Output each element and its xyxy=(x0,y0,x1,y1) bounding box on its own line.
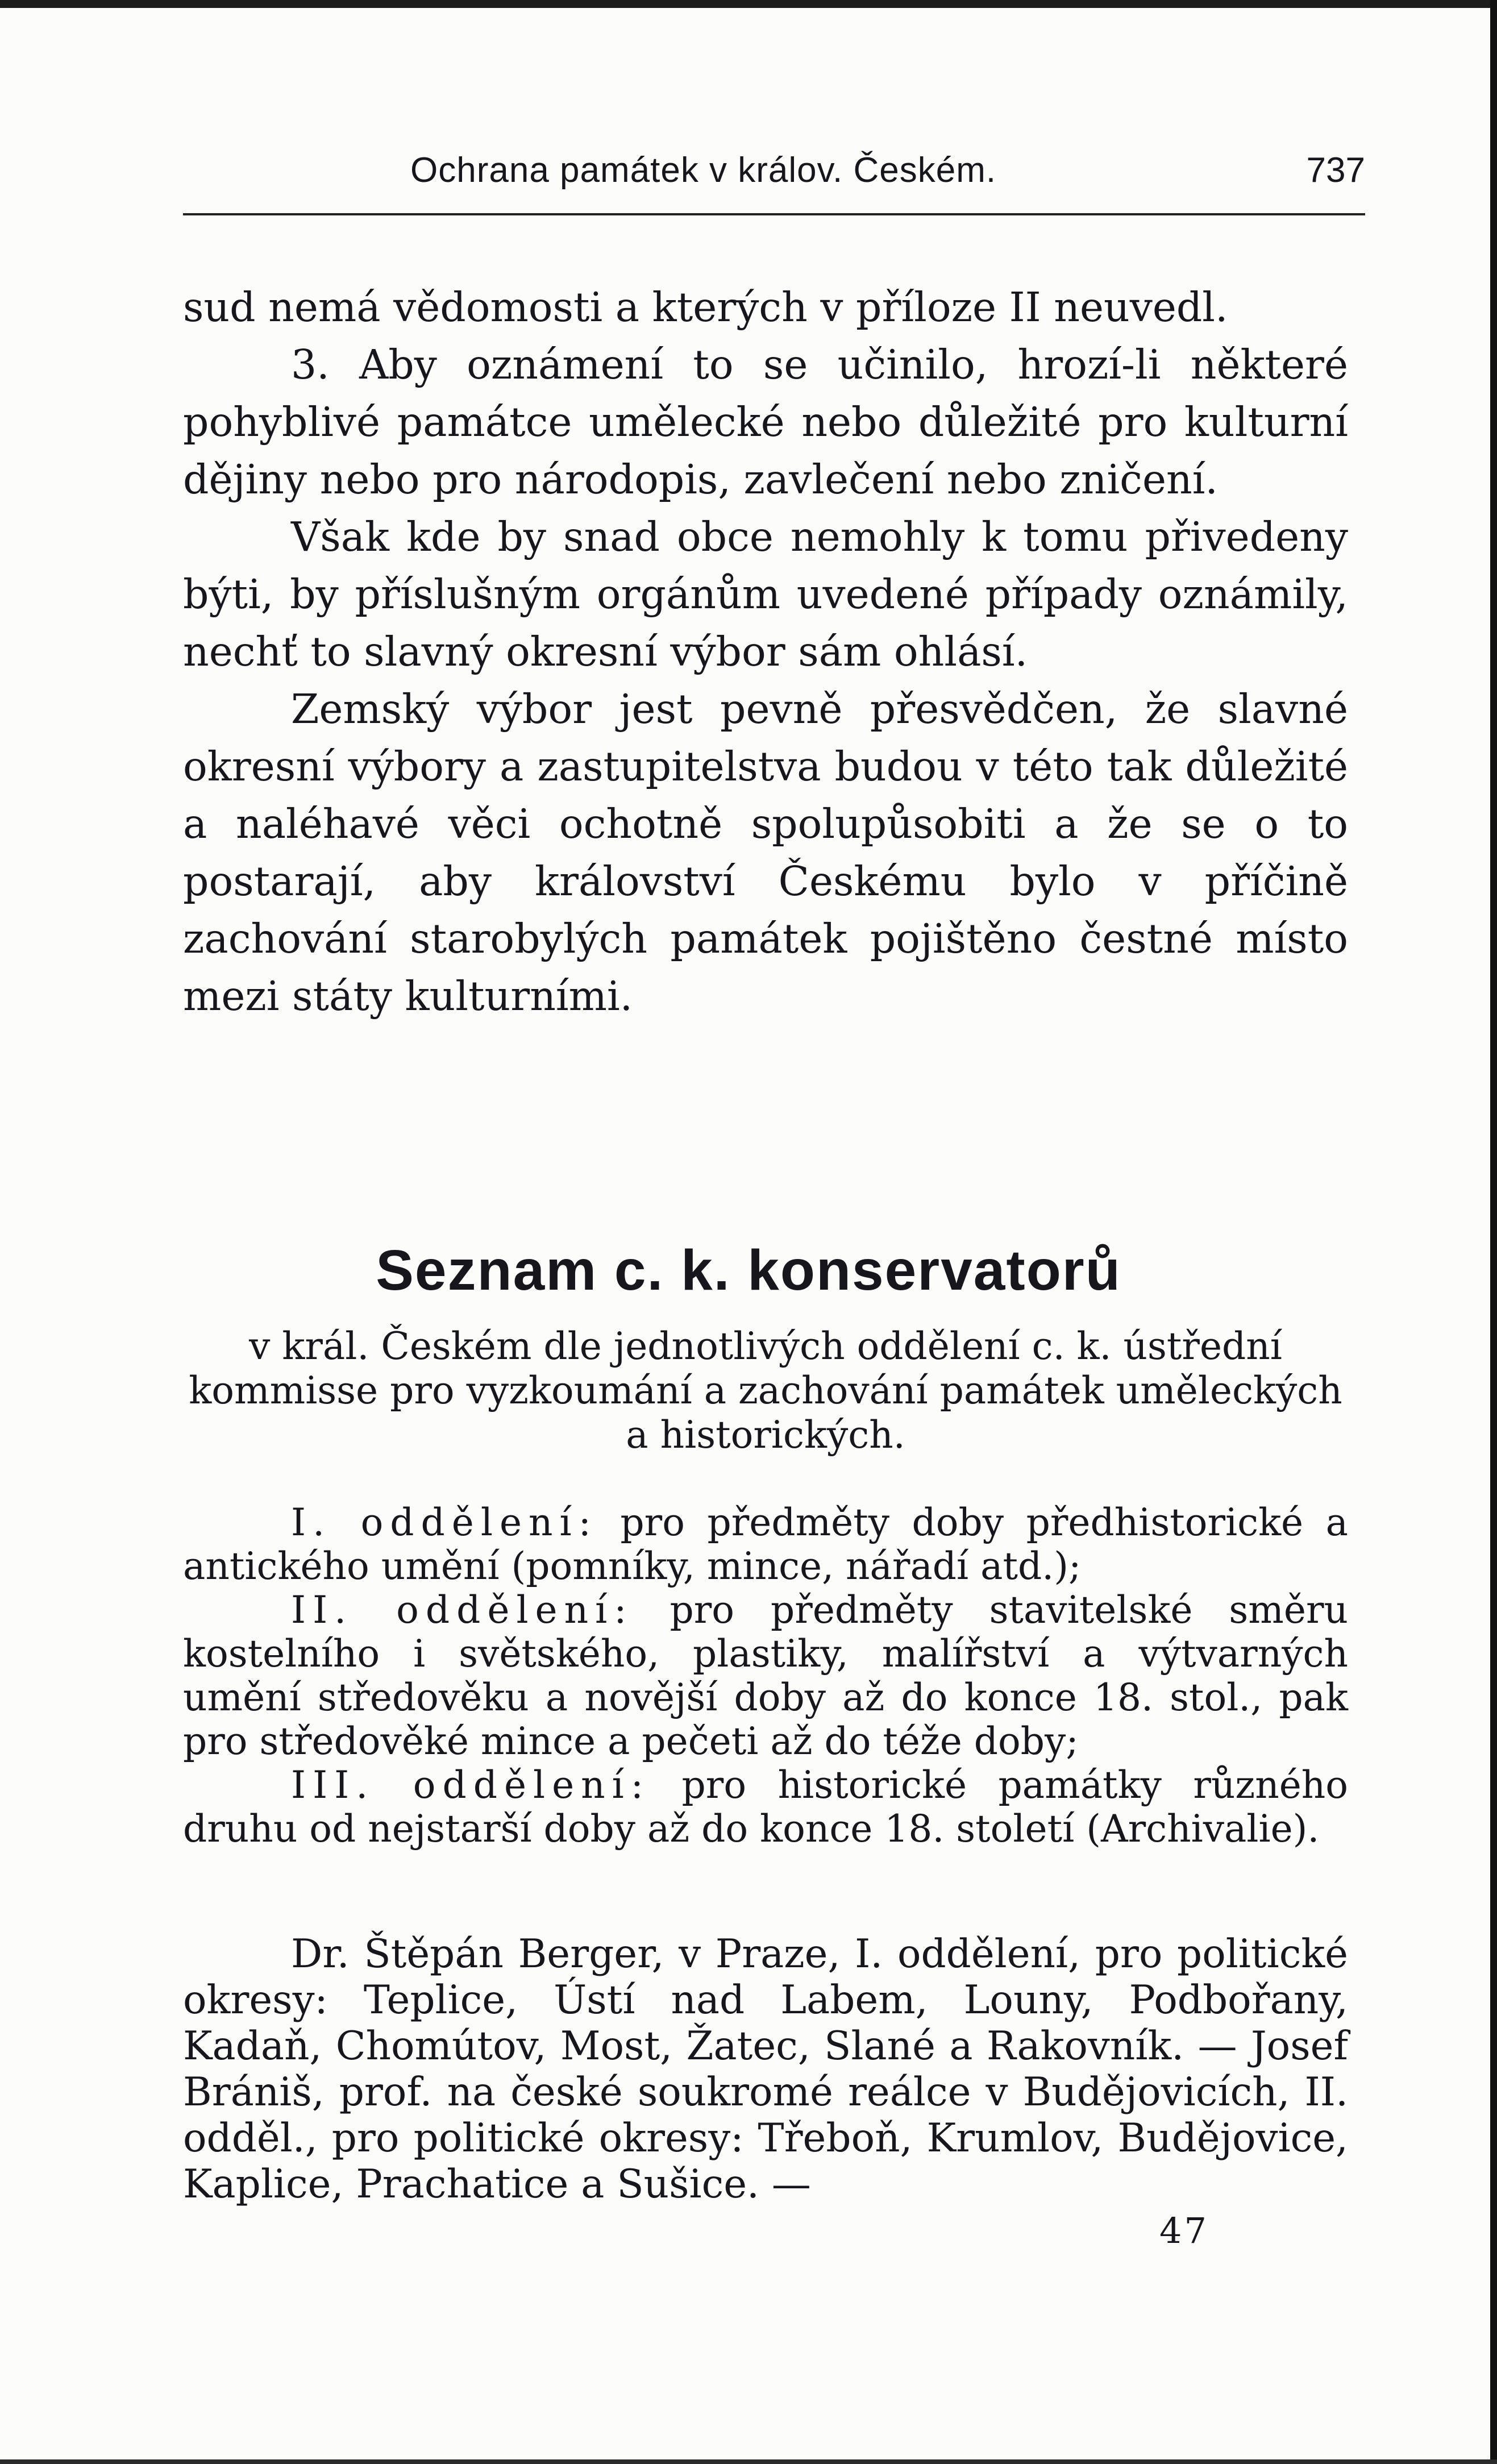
department-item xyxy=(183,1763,1348,1851)
department-item xyxy=(183,1588,1348,1763)
section-subheading: v král. Českém dle jednotlivých oddělení c. k. ústřední kommisse pro vyzkoumání a zachování památek uměleckých a historických. xyxy=(189,1324,1342,1457)
conservator-list xyxy=(183,1931,1348,2208)
page-edge-right xyxy=(1490,0,1497,2464)
body-text xyxy=(183,279,1348,1025)
signature-mark: 47 xyxy=(1159,2210,1209,2251)
department-label: II. oddělení: xyxy=(291,1588,634,1632)
page-number: 737 xyxy=(1306,151,1365,190)
department-label: I. oddělení: xyxy=(291,1501,598,1544)
header-rule xyxy=(183,213,1365,215)
paragraph-2: 3. Aby oznámení to se učinilo, hrozí-li některé pohyblivé památce umělecké nebo důležité pro kulturní dějiny nebo pro národopis, zavlečení nebo zničení. xyxy=(183,341,1348,503)
paragraph-1: sud nemá vědomosti a kterých v příloze II neuvedl. xyxy=(183,284,1228,331)
paragraph-4: Zemský výbor jest pevně přesvědčen, že slavné okresní výbory a zastupitelstva budou v této tak důležité a naléhavé věci ochotně spolupůsobiti a že se o to postarají, aby království Českému bylo v příčině zachování starobylých památek pojištěno čestné místo mezi státy kulturními. xyxy=(183,685,1348,1020)
conservator-entries: Dr. Štěpán Berger, v Praze, I. oddělení, pro politické okresy: Teplice, Ústí nad Labem, Louny, Podbořany, Kadaň, Chomútov, Most, Žatec, Slané a Rakovník. — Josef Brániš, prof. na české soukromé reálce v Budějovicích, II. odděl., pro politické okresy: Třeboň, Krumlov, Budějovice, Kaplice, Prachatice a Sušice. — xyxy=(183,1931,1348,2207)
department-label: III. oddělení: xyxy=(291,1763,651,1807)
section-heading: Seznam c. k. konservatorů xyxy=(376,1239,1121,1302)
page-edge-bottom xyxy=(0,2459,1497,2464)
running-header xyxy=(183,150,1365,196)
running-title: Ochrana památek v králov. Českém. xyxy=(410,151,997,190)
page-edge-top xyxy=(0,0,1497,8)
department-item xyxy=(183,1501,1348,1588)
department-list xyxy=(183,1501,1348,1851)
department-text: pro předměty doby předhistorické a antického umění (pomníky, mince, nářadí atd.); xyxy=(183,1501,1348,1588)
paragraph-3: Však kde by snad obce nemohly k tomu přivedeny býti, by příslušným orgánům uvedené případy oznámily, nechť to slavný okresní výbor sám ohlásí. xyxy=(183,513,1348,675)
department-text: pro historické památky různého druhu od nejstarší doby až do konce 18. století (Archivalie). xyxy=(183,1763,1349,1851)
department-text: pro předměty stavitelské směru kostelního i světského, plastiky, malířství a výtvarných umění středověku a novější doby až do konce 18. stol., pak pro středověké mince a pečeti až do téže doby; xyxy=(183,1588,1348,1763)
